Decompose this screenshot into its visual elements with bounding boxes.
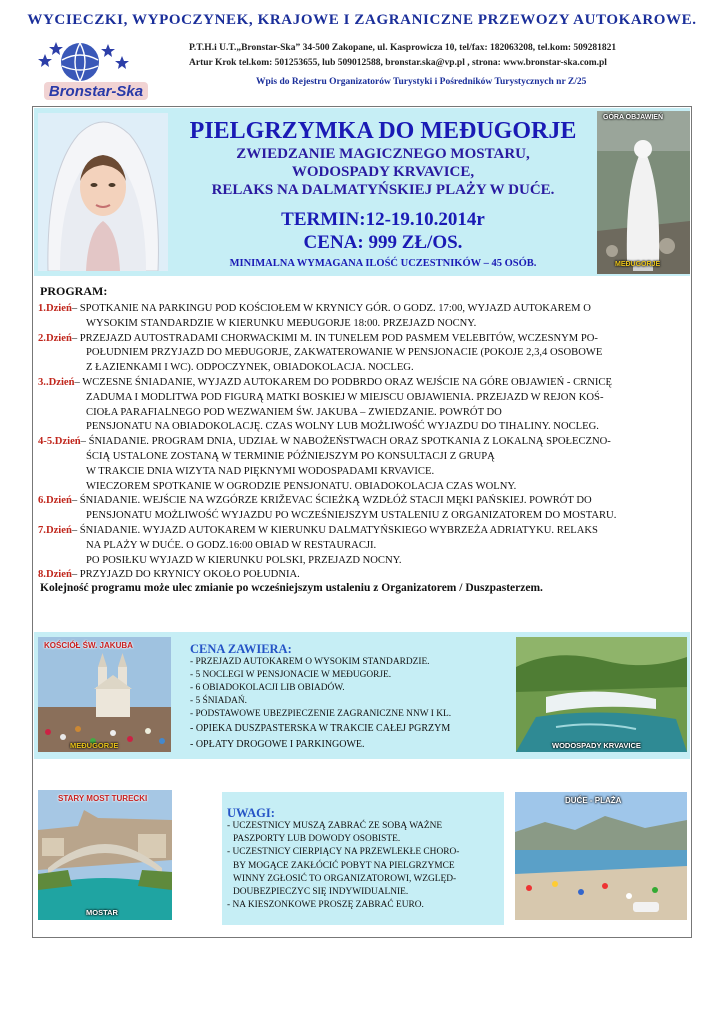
program-line <box>86 540 376 551</box>
logo-text: Bronstar-Ska <box>48 83 144 100</box>
program-line-text: ŚCIĄ USTALONE ZOSTANĄ W TERMINIE PÓŹNIEJSZYM PO KONSULTACJI Z GRUPĄ <box>86 451 495 462</box>
remarks-item: - NA KIESZONKOWE PROSZĘ ZABRAĆ EURO. <box>227 900 424 911</box>
minimum-participants: MINIMALNA WYMAGANA ILOŚĆ UCZESTNIKÓW – 45 OSÓB. <box>229 258 537 269</box>
statue-photo <box>597 111 690 274</box>
program-line <box>38 377 612 388</box>
program-day-label: 2.Dzień <box>38 332 72 344</box>
program-line <box>86 451 495 462</box>
church-caption-place: MEĐUGORJE <box>70 741 119 750</box>
statue-caption: GÓRA OBJAWIEŃ <box>603 114 664 121</box>
mostar-photo <box>38 790 172 920</box>
program-line-text: – ŚNIADANIE. PROGRAM DNIA, UDZIAŁ W NABOŻEŃSTWACH ORAZ SPOTKANIA Z LOKALNĄ SPOŁECZNO- <box>80 436 611 448</box>
program-day-label: 1.Dzień <box>38 303 72 314</box>
program-line <box>86 392 603 403</box>
program-line <box>38 495 592 506</box>
program-day-label: 3..Dzień <box>38 377 75 388</box>
church-caption: KOŚCIÓŁ ŚW. JAKUBA <box>44 641 133 650</box>
program-line-text: – WCZESNE ŚNIADANIE, WYJAZD AUTOKAREM DO PODBRDO ORAZ WEJŚCIE NA GÓRE OBJAWIEŃ - CRNICĘ <box>74 377 612 388</box>
program-line-text: – SPOTKANIE NA PARKINGU POD KOŚCIOŁEM W KRYNICY GÓR. O GODZ. 17:00, WYJAZD AUTOKAREM O <box>71 303 591 314</box>
program-line <box>86 347 602 358</box>
price-includes-item: - OPŁATY DROGOWE I PARKINGOWE. <box>190 739 365 750</box>
program-line-text: ZADUMA I MODLITWA POD FIGURĄ MATKI BOSKIEJ W MIEJSCU OBJAWIENIA. PRZEJAZD W REJON KOŚ- <box>86 391 604 403</box>
program-day-label: 8.Dzień <box>38 569 72 581</box>
contact-line-1: P.T.H.i U.T.„Bronstar-Ska” 34-500 Zakopane, ul. Kasprowicza 10, tel/fax: 182063208, tel.kom: 509281821 <box>189 43 617 53</box>
waterfalls-caption: WODOSPADY KRVAVICE <box>552 741 641 750</box>
waterfalls-photo <box>516 637 687 752</box>
beach-caption: DUĆE - PLAŻA <box>565 796 622 805</box>
program-day-label: 7.Dzień <box>38 525 72 536</box>
program-line-text: NA PLAŻY W DUĆE. O GODZ.16:00 OBIAD W RESTAURACJI. <box>86 539 377 551</box>
company-logo <box>36 40 154 102</box>
program-line <box>86 510 616 521</box>
program-day-label: 6.Dzień <box>38 495 72 507</box>
statue-caption-place: MEĐUGORJE <box>615 261 661 268</box>
program-line <box>86 421 599 432</box>
program-day-label: 4-5.Dzień <box>38 436 81 448</box>
remarks-item: BY MOGĄCE ZAKŁÓCIĆ POBYT NA PIELGRZYMCE <box>233 860 455 871</box>
remarks-title: UWAGI: <box>227 806 275 820</box>
program-line <box>86 407 502 418</box>
price-includes-item: - 6 OBIADOKOLACJI LIB OBIADÓW. <box>190 683 345 693</box>
program-line-text: WIECZOREM SPOTKANIE W OGRODZIE PENSJONATU. OBIADOKOLACJA CZAS WOLNY. <box>86 480 517 492</box>
program-title: PROGRAM: <box>40 284 108 298</box>
trip-term: TERMIN:12-19.10.2014r <box>281 209 485 230</box>
madonna-photo <box>38 113 168 271</box>
remarks-item: DOUBEZPIECZYC SIĘ INDYWIDUALNIE. <box>233 887 409 897</box>
header-title: WYCIECZKI, WYPOCZYNEK, KRAJOWE I ZAGRANICZNE PRZEWOZY AUTOKAROWE. <box>27 12 697 28</box>
program-line <box>86 318 476 329</box>
price-includes-item: - 5 NOCLEGI W PENSJONACIE W MEĐUGORJE. <box>190 670 392 680</box>
mostar-caption-place: MOSTAR <box>86 908 118 917</box>
program-line-text: PENSJONATU MOŻLIWOŚĆ WYJAZDU PO WCZEŚNIEJSZYM USTALENIU Z ORGANIZATOREM DO MOSTARU. <box>86 510 617 522</box>
price-includes-title: CENA ZAWIERA: <box>190 642 292 656</box>
remarks-item: - UCZESTNICY CIERPIĄCY NA PRZEWLEKŁE CHORO- <box>227 847 460 858</box>
program-line <box>38 333 598 344</box>
price-includes-item: - OPIEKA DUSZPASTERSKA W TRAKCIE CAŁEJ PGRZYM <box>190 723 451 734</box>
program-line-text: – PRZEJAZD AUTOSTRADAMI CHORWACKIMI M. IN TUNELEM POD PASMEM VELEBITÓW, WCZESNYM PO- <box>71 332 598 344</box>
church-photo <box>38 637 171 752</box>
program-line-text: – PRZYJAZD DO KRYNICY OKOŁO POŁUDNIA. <box>71 569 300 581</box>
mostar-caption: STARY MOST TURECKI <box>58 794 148 803</box>
contact-line-2: Artur Krok tel.kom: 501253655, lub 509012588, bronstar.ska@vp.pl , strona: www.bronstar-ska.com.pl <box>189 58 607 68</box>
program-line-text: PENSJONATU NA OBIADOKOLACJĘ. CZAS WOLNY LUB MOŻLIWOŚĆ WYJAZDU DO TIHALINY. NOCLEG. <box>86 421 599 433</box>
program-line-text: CIOŁA PARAFIALNEGO POD WEZWANIEM ŚW. JAKUBA – ZWIEDZANIE. POWRÓT DO <box>86 406 502 418</box>
program-line <box>86 555 402 566</box>
program-line-text: Z ŁAZIENKAMI I WC). ODPOCZYNEK, OBIADOKOLACJA. NOCLEG. <box>86 362 414 374</box>
program-line <box>86 481 516 492</box>
program-line <box>38 525 598 536</box>
price-includes-item: - PODSTAWOWE UBEZPIECZENIE ZAGRANICZNE NNW I KL. <box>190 709 452 719</box>
program-line <box>38 569 300 580</box>
program-line-text: W TRAKCIE DNIA WIZYTA NAD PIĘKNYMI WODOSPADAMI KRVAVICE. <box>86 465 435 477</box>
program-line <box>86 362 414 373</box>
pilgrimage-title: PIELGRZYMKA DO MEĐUGORJE <box>189 118 577 144</box>
program-line-text: PO POSIŁKU WYJAZD W KIERUNKU POLSKI, PRZEJAZD NOCNY. <box>86 554 402 566</box>
remarks-item: PASZPORTY LUB DOWODY OSOBISTE. <box>233 834 401 845</box>
remarks-item: WINNY ZGŁOSIĆ TO ORGANIZATOROWI, WZGLĘD- <box>233 873 457 884</box>
hero-subtitle-1: ZWIEDZANIE MAGICZNEGO MOSTARU, <box>236 146 530 162</box>
program-line <box>38 436 611 447</box>
price-includes-item: - 5 ŚNIADAŃ. <box>190 696 248 706</box>
beach-photo <box>515 792 687 920</box>
registry-note: Wpis do Rejestru Organizatorów Turystyki i Pośredników Turystycznych nr Z/25 <box>256 77 587 87</box>
remarks-item: - UCZESTNICY MUSZĄ ZABRAĆ ZE SOBĄ WAŻNE <box>227 821 443 831</box>
program-line <box>86 466 434 477</box>
program-line-text: – ŚNIADANIE. WYJAZD AUTOKAREM W KIERUNKU DALMATYŃSKIEGO WYBRZEŻA ADRIATYKU. RELAKS <box>71 525 598 536</box>
hero-subtitle-3: RELAKS NA DALMATYŃSKIEJ PLAŻY W DUĆE. <box>211 182 555 198</box>
trip-price: CENA: 999 ZŁ/OS. <box>303 232 463 253</box>
program-note: Kolejność programu może ulec zmianie po wcześniejszym ustaleniu z Organizatorem / Duszpasterzem. <box>40 582 543 594</box>
program-line-text: – ŚNIADANIE. WEJŚCIE NA WZGÓRZE KRIŽEVAC ŚCIEŻKĄ WZDŁÓŻ STACJI MĘKI PAŃSKIEJ. POWRÓT DO <box>71 495 592 507</box>
hero-subtitle-2: WODOSPADY KRVAVICE, <box>291 164 475 180</box>
program-line-text: WYSOKIM STANDARDZIE W KIERUNKU MEĐUGORJE 18:00. PRZEJAZD NOCNY. <box>86 317 477 329</box>
program-line <box>38 303 591 314</box>
program-line-text: POŁUDNIEM PRZYJAZD DO MEĐUGORJE, ZAKWATEROWANIE W PENSJONACIE (POKOJE 2,3,4 OSOBOWE <box>86 347 603 359</box>
price-includes-item: - PRZEJAZD AUTOKAREM O WYSOKIM STANDARDZIE. <box>190 657 430 667</box>
